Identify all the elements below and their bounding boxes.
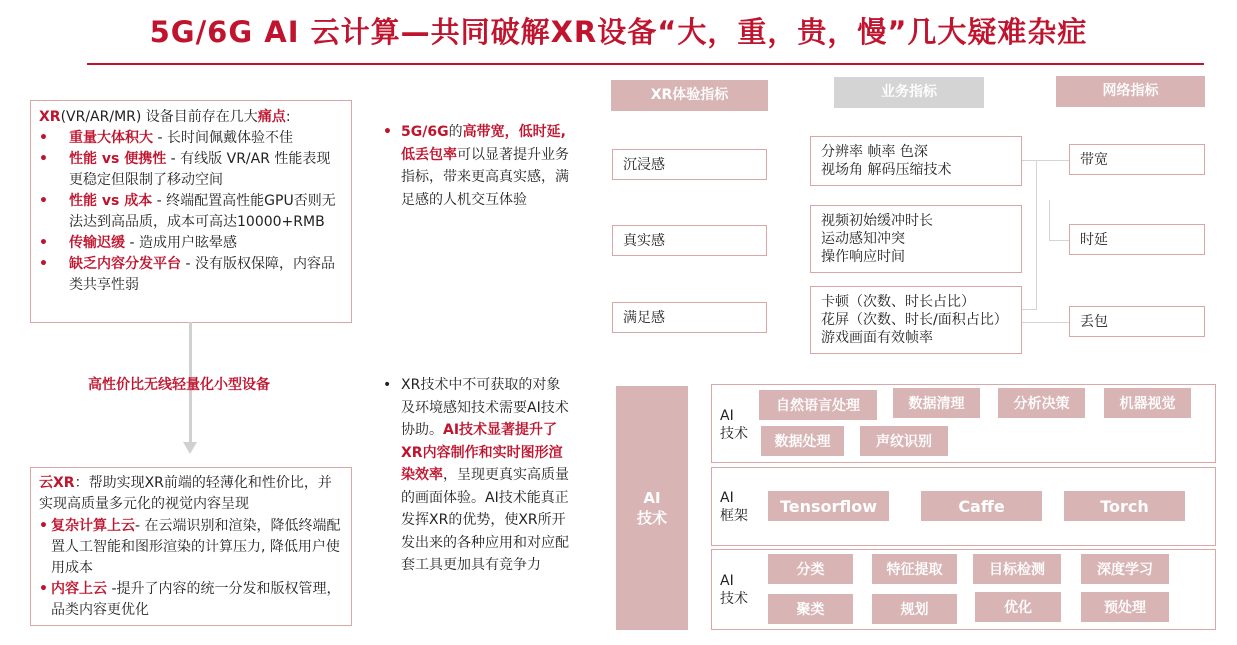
ai-chip-tensorflow: Tensorflow <box>768 491 889 521</box>
pain-item-strong: 传输迟缓 <box>69 235 125 251</box>
intro-mid: (VR/AR/MR) 设备目前存在几大 <box>60 109 258 125</box>
pain-item <box>39 233 343 254</box>
ai-chip-nlp: 自然语言处理 <box>759 390 877 420</box>
page-title: 5G/6G AI 云计算—共同破解XR设备“大，重，贵，慢”几大疑难杂症 <box>149 15 1088 49</box>
ai-chip-deep-learning: 深度学习 <box>1081 554 1169 584</box>
xr-metric-realism: 真实感 <box>612 225 767 256</box>
ai-chip-planning: 规划 <box>872 594 957 624</box>
pain-item-strong: 性能 vs 便携性 <box>69 151 167 167</box>
network-metric-packet-loss: 丢包 <box>1069 306 1205 337</box>
business-metric-line: 运动感知冲突 <box>821 231 905 247</box>
mid-top-text-1: 的 <box>448 124 463 140</box>
cloud-item-strong: 复杂计算上云 <box>51 518 135 534</box>
business-metric-line: 卡顿（次数、时长占比） <box>821 294 975 310</box>
mid-bottom-text-2: ，呈现更真实高质量的画面体验。AI技术能真正发挥XR的优势，使XR所开发出来的各种应用和对应配套工具更加具有竞争力 <box>401 467 569 573</box>
ai-chip-preprocessing: 预处理 <box>1081 592 1169 622</box>
header-business-metrics: 业务指标 <box>834 77 984 108</box>
network-benefit-text <box>383 121 571 211</box>
mid-top-strong-1: 5G/6G <box>401 124 449 140</box>
ai-chip-caffe: Caffe <box>921 491 1042 521</box>
cloud-xr-box <box>30 467 352 626</box>
ai-chip-clustering: 聚类 <box>768 594 853 624</box>
mid-bottom-text-1: XR技术中不可获取的对象及环境感知技术需要AI技术协助。 <box>401 377 569 438</box>
pain-strong: 痛点 <box>257 109 286 125</box>
pain-item <box>39 191 343 233</box>
business-metric-line: 花屏（次数、时长/面积占比） <box>821 312 1008 328</box>
ai-chip-feature-extraction: 特征提取 <box>872 554 957 584</box>
pain-item-text: - 长时间佩戴体验不佳 <box>153 130 293 146</box>
ai-row-label-line: AI <box>720 573 734 589</box>
ai-chip-object-detection: 目标检测 <box>973 554 1061 584</box>
arrow-label: 高性价比无线轻量化小型设备 <box>88 377 270 393</box>
pain-item <box>39 128 343 149</box>
xr-strong: XR <box>39 109 61 125</box>
ai-chip-machine-vision: 机器视觉 <box>1104 388 1191 418</box>
xr-metric-satisfaction: 满足感 <box>612 302 767 333</box>
pain-item <box>39 254 343 296</box>
xr-metric-immersion: 沉浸感 <box>612 149 767 180</box>
ai-big-line: AI <box>643 489 661 507</box>
ai-chip-torch: Torch <box>1064 491 1185 521</box>
mid-top-text-2: 可以显著提升业务指标，带来更高真实感，满足感的人机交互体验 <box>401 146 569 208</box>
ai-row-label-line: 技术 <box>720 591 748 607</box>
business-metric-2 <box>810 205 1022 273</box>
title-underline <box>87 63 1204 65</box>
cloud-item-strong: 内容上云 <box>51 581 107 597</box>
business-metric-line: 视场角 解码压缩技术 <box>821 162 952 178</box>
network-metric-latency: 时延 <box>1069 224 1205 255</box>
pain-item-strong: 缺乏内容分发平台 <box>69 256 181 272</box>
ai-row-label-line: AI <box>720 408 734 424</box>
mid-top-strong-2: 高带宽，低时延, 低丢包率 <box>401 124 566 163</box>
ai-row-label-line: AI <box>720 490 734 506</box>
connector-line <box>1022 322 1069 323</box>
down-arrow-head <box>183 442 197 454</box>
business-metric-line: 视频初始缓冲时长 <box>821 213 933 229</box>
pain-item-text: - 没有版权保障，内容品类共享性弱 <box>69 256 335 293</box>
ai-benefit-text <box>383 374 573 577</box>
ai-row-label <box>720 572 748 608</box>
ai-chip-voiceprint: 声纹识别 <box>860 426 948 456</box>
business-metric-3 <box>810 286 1022 354</box>
ai-chip-data-processing: 数据处理 <box>761 426 844 456</box>
business-metric-line: 游戏画面有效帧率 <box>821 330 933 346</box>
pain-item <box>39 149 343 191</box>
cloud-item <box>39 516 343 579</box>
business-metric-line: 操作响应时间 <box>821 249 905 265</box>
cloud-xr-list <box>39 516 343 621</box>
cloud-xr-intro-text: ：帮助实现XR前端的轻薄化和性价比，并实现高质量多元化的视觉内容呈现 <box>39 475 332 512</box>
business-metric-1 <box>810 136 1022 186</box>
connector-line <box>1049 240 1069 241</box>
cloud-item-text: - 在云端识别和渲染，降低终端配置人工智能和图形渲染的计算压力, 降低用户使用成本 <box>51 518 341 576</box>
ai-chip-classification: 分类 <box>768 554 853 584</box>
pain-points-box <box>30 100 352 323</box>
ai-chip-data-cleaning: 数据清理 <box>893 388 980 418</box>
ai-big-line: 技术 <box>636 509 667 527</box>
bullet: • <box>383 124 392 140</box>
ai-chip-analysis-decision: 分析决策 <box>998 388 1085 418</box>
cloud-item-text: -提升了内容的统一分发和版权管理，品类内容更优化 <box>51 581 341 618</box>
ai-row-label <box>720 407 748 443</box>
cloud-xr-intro <box>39 473 343 515</box>
pain-item-text: - 终端配置高性能GPU否则无法达到高品质，成本可高达10000+RMB <box>69 193 336 230</box>
ai-chip-optimization: 优化 <box>975 592 1061 622</box>
cloud-item <box>39 579 343 621</box>
pain-points-intro <box>39 107 343 128</box>
pain-item-strong: 性能 vs 成本 <box>69 193 153 209</box>
connector-line <box>1022 309 1037 310</box>
pain-item-text: - 造成用户眩晕感 <box>125 235 237 251</box>
ai-row-label-line: 技术 <box>720 426 748 442</box>
ai-row-label <box>720 489 748 525</box>
pain-points-list <box>39 128 343 296</box>
connector-line <box>1036 160 1037 310</box>
bullet: • <box>383 377 392 393</box>
ai-row-label-line: 框架 <box>720 508 748 524</box>
cloud-xr-strong: 云XR <box>39 475 75 491</box>
intro-end: : <box>285 109 291 125</box>
mid-bottom-strong: AI技术显著提升了XR内容制作和实时图形渲染效率 <box>401 422 563 483</box>
business-metric-line: 分辨率 帧率 色深 <box>821 144 928 160</box>
pain-item-strong: 重量大体积大 <box>69 130 153 146</box>
network-metric-bandwidth: 带宽 <box>1069 144 1205 175</box>
header-xr-metrics: XR体验指标 <box>611 80 768 111</box>
connector-line <box>1049 200 1050 240</box>
header-network-metrics: 网络指标 <box>1056 76 1205 107</box>
ai-technology-label <box>616 386 688 630</box>
pain-item-text: - 有线版 VR/AR 性能表现更稳定但限制了移动空间 <box>69 151 331 188</box>
connector-line <box>1022 160 1069 161</box>
